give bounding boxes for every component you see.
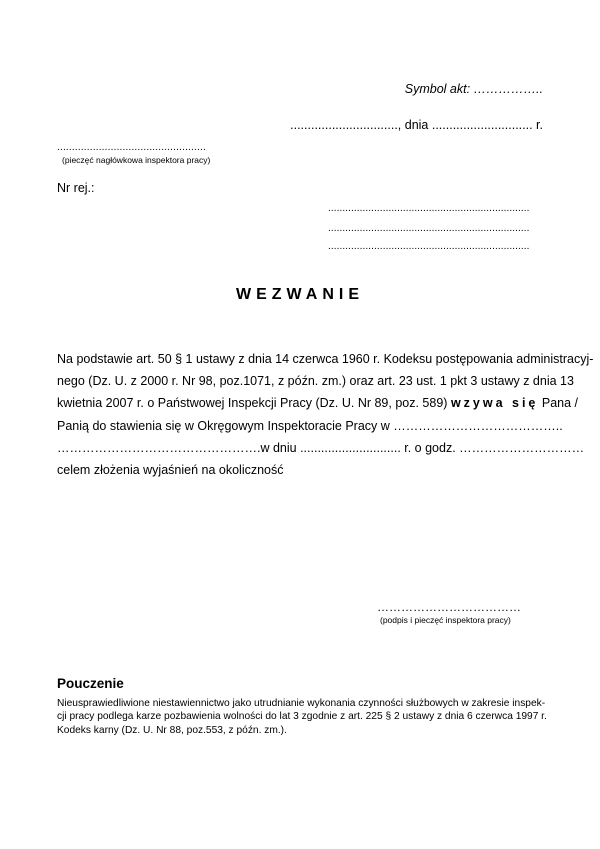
summons-body [57, 348, 594, 481]
signature-placeholder: ……………………………… [377, 600, 521, 614]
registration-number-label: Nr rej.: [57, 181, 95, 195]
summons-keyword: wzywa się [450, 396, 539, 411]
body-line-3-start: kwietnia 2007 r. o Państwowej Inspekcji Pracy (Dz. U. Nr 89, poz. 589) [57, 396, 448, 411]
stamp-placeholder: .................................................. [57, 142, 206, 153]
address-line-2: ...................................................................... [328, 223, 530, 234]
date-line: ..............................., dnia ............................. r. [290, 118, 543, 132]
case-symbol: Symbol akt: …………….. [404, 82, 543, 96]
address-line-3: ...................................................................... [328, 241, 530, 252]
instruction-heading: Pouczenie [57, 676, 124, 691]
document-title: WEZWANIE [236, 286, 364, 303]
signature-label: (podpis i pieczęć inspektora pracy) [380, 615, 511, 625]
body-line-6: celem złożenia wyjaśnień na okoliczność [57, 463, 284, 478]
instruction-text [57, 697, 547, 737]
body-line-4: Panią do stawienia się w Okręgowym Inspektoracie Pracy w ………………………………….. [57, 418, 563, 433]
address-line-1: ...................................................................... [328, 203, 530, 214]
instruction-line-3: Kodeks karny (Dz. U. Nr 88, poz.553, z późn. zm.). [57, 724, 287, 736]
instruction-line-2: cji pracy podlega karze pozbawienia wolności do lat 3 zgodnie z art. 225 § 2 ustawy z dnia 6 czerwca 1997 r. [57, 711, 547, 723]
body-line-5: ………………………………………….w dniu ............................. r. o godz. ………………………… [57, 440, 585, 455]
body-line-3-end: Pana / [541, 396, 579, 411]
instruction-line-1: Nieusprawiedliwione niestawiennictwo jako utrudnianie wykonania czynności służbowych w zakresie inspek- [57, 698, 546, 709]
body-line-3 [57, 392, 579, 414]
stamp-label: (pieczęć nagłówkowa inspektora pracy) [62, 155, 211, 165]
body-line-2: nego (Dz. U. z 2000 r. Nr 98, poz.1071, z późn. zm.) oraz art. 23 ust. 1 pkt 3 ustawy z dnia 13 [57, 374, 574, 389]
body-line-1: Na podstawie art. 50 § 1 ustawy z dnia 14 czerwca 1960 r. Kodeksu postępowania administracyj- [57, 352, 594, 366]
